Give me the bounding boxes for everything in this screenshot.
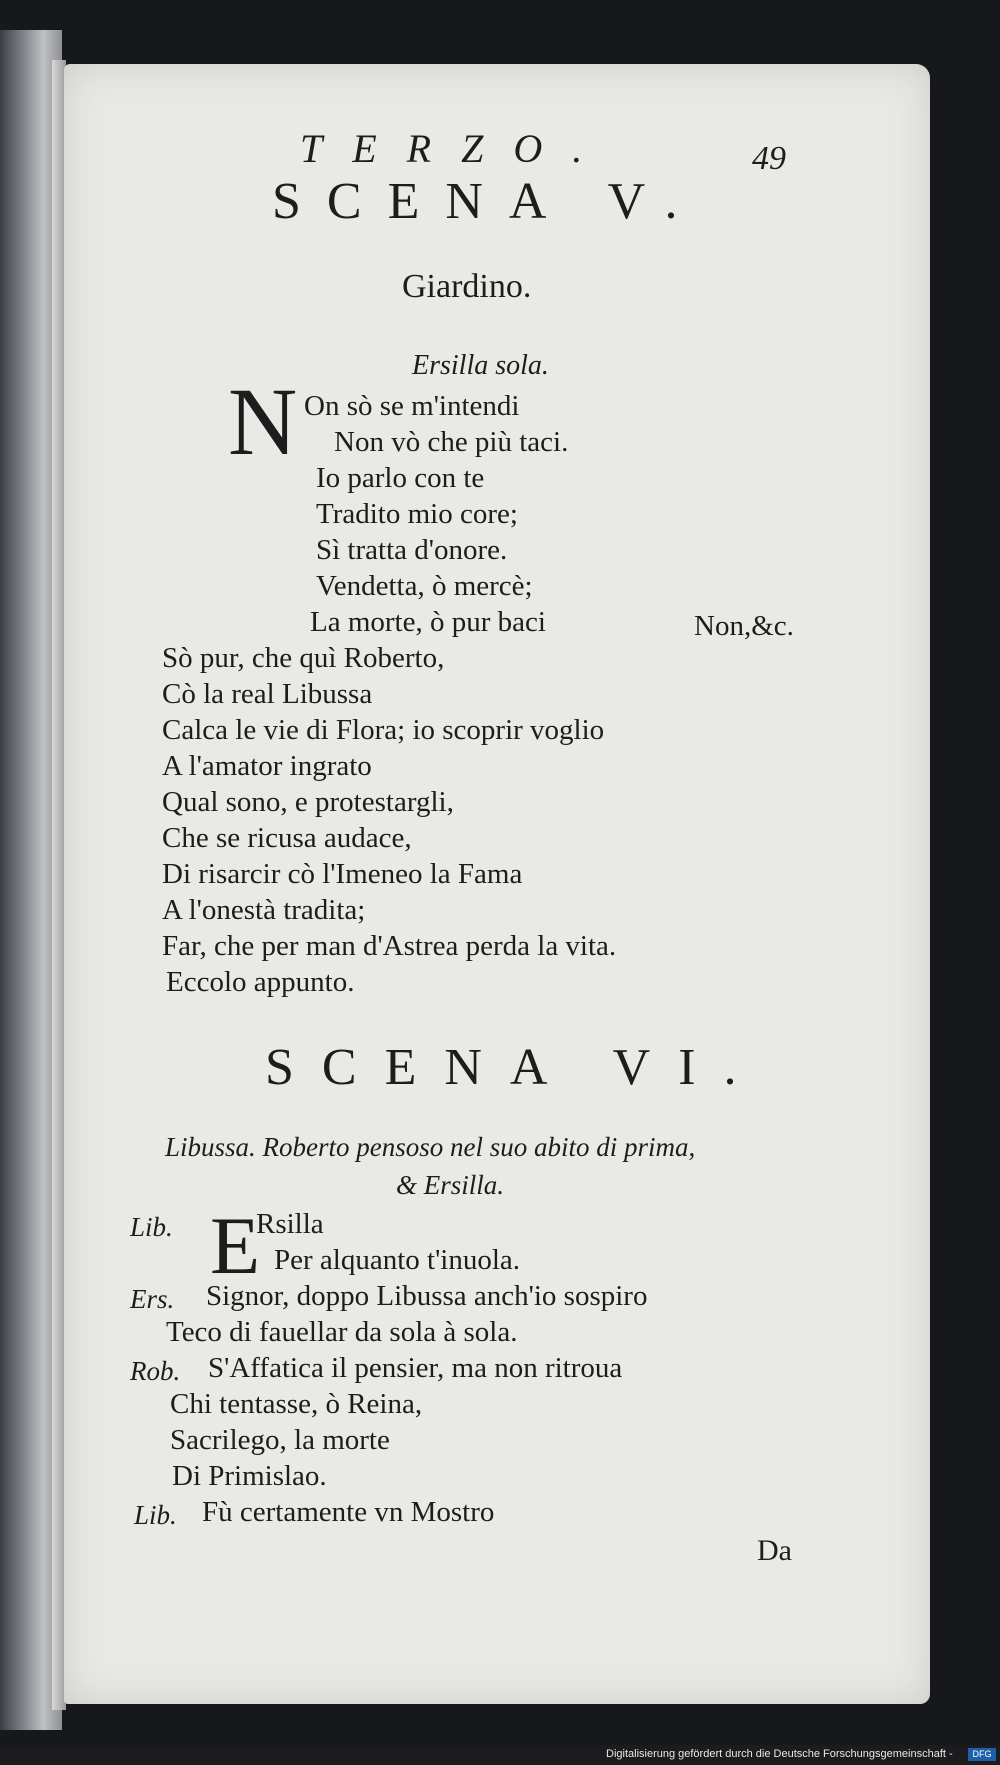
verse-line: Qual sono, e protestargli,: [162, 786, 454, 818]
scene-6-cast: Libussa. Roberto pensoso nel suo abito di prima,: [165, 1132, 696, 1162]
verse-line: Vendetta, ò mercè;: [316, 570, 533, 602]
verse-line: Eccolo appunto.: [166, 966, 355, 998]
verse-line: S'Affatica il pensier, ma non ritroua: [208, 1352, 623, 1384]
verse-line: Teco di fauellar da sola à sola.: [166, 1316, 518, 1348]
verse-line: Che se ricusa audace,: [162, 822, 412, 854]
verse-line: La morte, ò pur baci: [310, 606, 546, 638]
verse-line: Fù certamente vn Mostro: [202, 1496, 495, 1528]
verse-line: A l'amator ingrato: [162, 750, 372, 782]
speaker-label: Lib.: [130, 1212, 173, 1242]
scene-5-setting: Giardino.: [402, 268, 532, 305]
page-number: 49: [752, 140, 786, 177]
verse-line: Sacrilego, la morte: [170, 1424, 390, 1456]
verse-line: Signor, doppo Libussa anch'io sospiro: [206, 1280, 648, 1312]
verse-line: Far, che per man d'Astrea perda la vita.: [162, 930, 617, 962]
verse-line: Di Primislao.: [172, 1460, 327, 1492]
verse-line: A l'onestà tradita;: [162, 894, 366, 926]
digitization-credit: Digitalisierung gefördert durch die Deutsche Forschungsgemeinschaft -: [606, 1748, 953, 1760]
verse-line: Cò la real Libussa: [162, 678, 373, 710]
dfg-logo: DFG: [968, 1748, 996, 1761]
verse-line: Tradito mio core;: [316, 498, 518, 530]
verse-line: Sì tratta d'onore.: [316, 534, 508, 566]
scene-5-cast: Ersilla sola.: [412, 350, 549, 381]
drop-cap-e: E: [210, 1200, 261, 1291]
speaker-label: Lib.: [134, 1500, 177, 1530]
drop-cap-n: N: [228, 368, 298, 475]
verse-line: Per alquanto t'inuola.: [274, 1244, 521, 1276]
verse-line: Di risarcir cò l'Imeneo la Fama: [162, 858, 523, 890]
scene-6-cast-continued: & Ersilla.: [396, 1170, 505, 1200]
refrain-mark: Non,&c.: [694, 610, 794, 642]
verse-line: Calca le vie di Flora; io scoprir voglio: [162, 714, 605, 746]
scene-6-heading: SCENA VI.: [265, 1039, 765, 1096]
scene-5-heading: SCENA V.: [272, 173, 704, 230]
running-head: TERZO.: [300, 126, 613, 171]
verse-line: Chi tentasse, ò Reina,: [170, 1388, 423, 1420]
verse-line: Non vò che più taci.: [334, 426, 569, 458]
verse-line: Sò pur, che quì Roberto,: [162, 642, 445, 674]
verse-line: Rsilla: [256, 1208, 324, 1240]
speaker-label: Rob.: [130, 1356, 181, 1386]
catchword: Da: [757, 1534, 792, 1567]
verse-line: Io parlo con te: [316, 462, 485, 494]
speaker-label: Ers.: [130, 1284, 175, 1314]
verse-line: On sò se m'intendi: [304, 390, 520, 422]
